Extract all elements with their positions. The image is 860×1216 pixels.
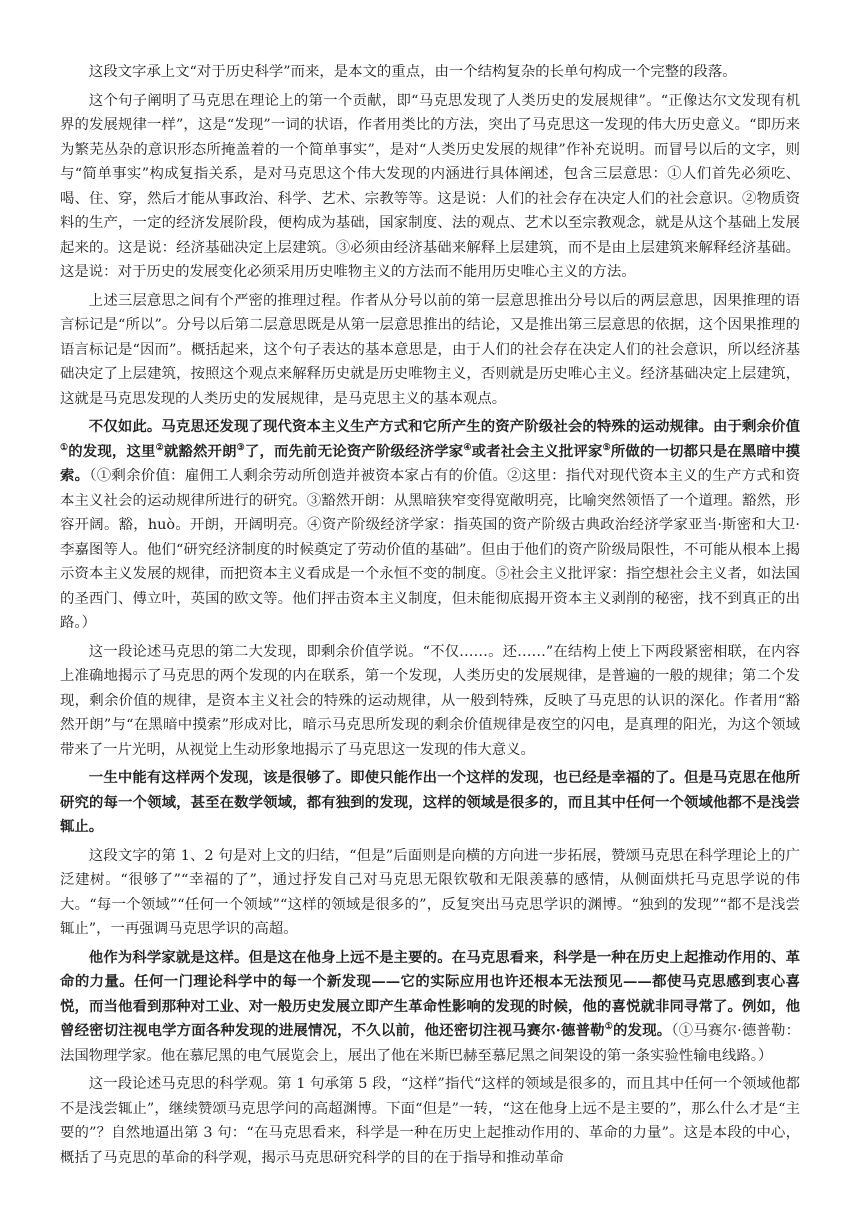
paragraph (60, 415, 800, 636)
paragraph-text: 一生中能有这样两个发现，该是很够了。即使只能作出一个这样的发现，也已经是幸福的了。但是马克思在他所研究的每一个领域，甚至在数学领域，都有独到的发现，这样的领域是很多的，而且其中任何一个领域他都不是浅尝辄止。 (60, 769, 800, 835)
footnote-text: （①剩余价值：雇佣工人剩余劳动所创造并被资本家占有的价值。②这里：指代对现代资本主义的生产方式和资本主义社会的运动规律所进行的研究。③豁然开朗：从黑暗狭窄变得宽敞明亮，比喻突然领悟了一个道理。豁然，形容开阔。豁，huò。开朗，开阔明亮。④资产阶级经济学家：指英国的资产阶级古典政治经济学家亚当·斯密和大卫·李嘉图等人。他们“研究经济制度的时候奠定了劳动价值的基础”。但由于他们的资产阶级局限性，不可能从根本上揭示资本主义发展的规律，而把资本主义看成是一个永恒不变的制度。⑤社会主义批评家：指空想社会主义者，如法国的圣西门、傅立叶，英国的欧文等。他们抨击资本主义制度，但未能彻底揭开资本主义剥削的秘密，找不到真正的出路。） (60, 468, 800, 631)
paragraph-text: 不仅如此。马克思还发现了现代资本主义生产方式和它所产生的资产阶级社会的特殊的运动规律。由于剩余价值 (88, 418, 800, 435)
paragraph-text: 他作为科学家就是这样。但是这在他身上远不是主要的。在马克思看来，科学是一种在历史上起推动作用的、革命的力量。任何一门理论科学中的每一个新发现——它的实际应用也许还根本无法预见——都使马克思感到衷心喜悦，而当他看到那种对工业、对一般历史发展立即产生革命性影响的发现的时候，他的喜悦就非同寻常了。例如，他曾经密切注视电学方面各种发现的进展情况，不久以前，他还密切注视马赛尔·德普勒 (60, 948, 800, 1039)
paragraph-text: 的发现，这里 (68, 442, 156, 460)
paragraph-text: 这一段论述马克思的第二大发现，即剩余价值学说。“不仅……。还……”在结构上使上下两段紧密相联，在内容上准确地揭示了马克思的两个发现的内在联系，第一个发现，人类历史的发展规律，是普遍的一般的规律；第二个发现，剩余价值的规律，是资本主义社会的特殊的运动规律，从一般到特殊，反映了马克思的认识的深化。作者用“豁然开朗”与“在黑暗中摸索”形成对比，暗示马克思所发现的剩余价值规律是夜空的闪电，是真理的阳光，为这个领域带来了一片光明，从视觉上生动形象地揭示了马克思这一发现的伟大意义。 (60, 643, 800, 758)
footnote-marker: ① (60, 442, 69, 453)
paragraph-text: 上述三层意思之间有个严密的推理过程。作者从分号以前的第一层意思推出分号以后的两层意思，因果推理的语言标记是“所以”。分号以后第二层意思既是从第一层意思推出的结论，又是推出第三层意思的依据，这个因果推理的语言标记是“因而”。概括起来，这个句子表达的基本意思是，由于人们的社会存在决定人们的社会意识，所以经济基础决定了上层建筑，按照这个观点来解释历史就是历史唯物主义，否则就是历史唯心主义。经济基础决定上层建筑，这就是马克思发现的人类历史的发展规律，是马克思主义的基本观点。 (60, 292, 800, 407)
footnote-marker: ④ (463, 442, 472, 453)
paragraph (60, 89, 800, 285)
paragraph-text: 或者社会主义批评家 (471, 442, 603, 460)
paragraph (60, 1072, 800, 1170)
footnote-marker: ⑤ (602, 442, 611, 453)
paragraph (60, 844, 800, 942)
paragraph (60, 60, 800, 85)
footnote-marker: ① (604, 1022, 614, 1033)
footnote-marker: ③ (236, 442, 245, 453)
paragraph-text: 就豁然开朗 (163, 442, 237, 460)
paragraph (60, 640, 800, 763)
paragraph (60, 289, 800, 412)
paragraph-text: 这个句子阐明了马克思在理论上的第一个贡献，即“马克思发现了人类历史的发展规律”。“正像达尔文发现有机界的发展规律一样”，这是“发现”一词的状语，作者用类比的方法，突出了马克思这一发现的伟大历史意义。“即历来为繁芜丛杂的意识形态所掩盖着的一个简单事实”，是对“人类历史发展的规律”作补充说明。而冒号以后的文字，则与“简单事实”构成复指关系，是对马克思这个伟大发现的内涵进行具体阐述，包含三层意思：①人们首先必须吃、喝、住、穿，然后才能从事政治、科学、艺术、宗教等等。这是说：人们的社会存在决定人们的社会意识。②物质资料的生产，一定的经济发展阶段，便构成为基础，国家制度、法的观点、艺术以至宗教观念，就是从这个基础上发展起来的。这是说：经济基础决定上层建筑。③必须由经济基础来解释上层建筑，而不是由上层建筑来解释经济基础。这是说：对于历史的发展变化必须采用历史唯物主义的方法而不能用历史唯心主义的方法。 (60, 92, 800, 280)
paragraph-text: 这段文字的第 1、2 句是对上文的归结，“但是”后面则是向横的方向进一步拓展，赞颂马克思在科学理论上的广泛建树。“很够了”“幸福的了”，通过抒发自己对马克思无限钦敬和无限羡慕的感情，从侧面烘托马克思学说的伟大。“每一个领域”“任何一个领域”“这样的领域是很多的”，反复突出马克思学识的渊博。“独到的发现”“都不是浅尝辄止”，一再强调马克思学识的高超。 (60, 847, 800, 937)
paragraph-text: 了，而先前无论资产阶级经济学家 (244, 442, 464, 460)
paragraph-text: 这一段论述马克思的科学观。第 1 句承第 5 段，“这样”指代“这样的领域是很多的，而且其中任何一个领域他都不是浅尝辄止”，继续赞颂马克思学问的高超渊博。下面“但是”一转，“这在他身上远不是主要的”，那么什么才是“主要的”？自然地逼出第 3 句：“在马克思看来，科学是一种在历史上起推动作用的、革命的力量”。这是本段的中心，概括了马克思的革命的科学观，揭示马克思研究科学的目的在于指导和推动革命 (60, 1076, 800, 1166)
footnote-marker: ② (155, 442, 164, 453)
paragraph (60, 766, 800, 840)
paragraph-text: 的发现。 (613, 1022, 672, 1039)
paragraph (60, 946, 800, 1069)
paragraph-text: 这段文字承上文“对于历史科学”而来，是本文的重点，由一个结构复杂的长单句构成一个完整的段落。 (88, 64, 737, 80)
footnote-text: （①马赛尔·德普勒：法国物理学家。他在慕尼黑的电气展览会上，展出了他在米斯巴赫至慕尼黑之间架设的第一条实验性输电线路。） (60, 1023, 800, 1064)
paragraph-text: 所做的一切都只是在黑暗中摸索。 (60, 442, 800, 484)
